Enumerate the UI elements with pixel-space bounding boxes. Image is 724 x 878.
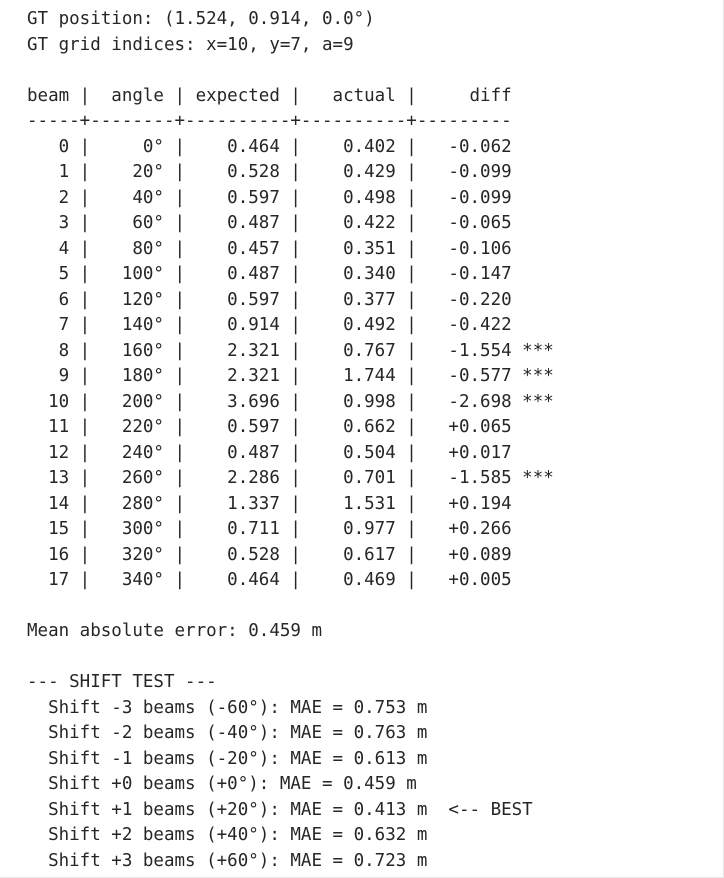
table-row: 5 | 100° | 0.487 | 0.340 | -0.147 [27, 264, 512, 284]
output-line [27, 594, 723, 620]
table-row: 1 | 20° | 0.528 | 0.429 | -0.099 [27, 162, 512, 182]
output-line: GT grid indices: x=10, y=7, a=9 [27, 34, 354, 55]
shift-test-heading: --- SHIFT TEST --- [27, 672, 217, 692]
table-row: 11 | 220° | 0.597 | 0.662 | +0.065 [27, 417, 512, 437]
table-row: 8 | 160° | 2.321 | 0.767 | -1.554 *** [27, 340, 554, 361]
table-row: 16 | 320° | 0.528 | 0.617 | +0.089 [27, 544, 512, 565]
shift-result-line: Shift +1 beams (+20°): MAE = 0.413 m <-- BEST [27, 799, 533, 820]
table-row: 3 | 60° | 0.487 | 0.422 | -0.065 [27, 213, 512, 233]
table-row: 2 | 40° | 0.597 | 0.498 | -0.099 [27, 187, 512, 208]
table-row: 14 | 280° | 1.337 | 1.531 | +0.194 [27, 493, 512, 514]
shift-result-line: Shift -2 beams (-40°): MAE = 0.763 m [27, 723, 428, 743]
shift-result-line: Shift +0 beams (+0°): MAE = 0.459 m [27, 774, 417, 794]
output-line [27, 645, 723, 671]
table-row: 4 | 80° | 0.457 | 0.351 | -0.106 [27, 238, 512, 259]
table-separator: -----+--------+----------+----------+--------- [27, 111, 512, 131]
table-row: 10 | 200° | 3.696 | 0.998 | -2.698 *** [27, 391, 554, 412]
table-row: 12 | 240° | 0.487 | 0.504 | +0.017 [27, 442, 512, 463]
shift-result-line: Shift -3 beams (-60°): MAE = 0.753 m [27, 697, 428, 718]
output-line: GT position: (1.524, 0.914, 0.0°) [27, 9, 375, 29]
table-row: 15 | 300° | 0.711 | 0.977 | +0.266 [27, 519, 512, 539]
table-row: 6 | 120° | 0.597 | 0.377 | -0.220 [27, 289, 512, 310]
table-row: 9 | 180° | 2.321 | 1.744 | -0.577 *** [27, 366, 554, 386]
shift-result-line: Shift -1 beams (-20°): MAE = 0.613 m [27, 748, 428, 769]
table-header: beam | angle | expected | actual | diff [27, 85, 512, 106]
mae-summary: Mean absolute error: 0.459 m [27, 621, 323, 641]
table-row: 17 | 340° | 0.464 | 0.469 | +0.005 [27, 570, 512, 590]
shift-result-line: Shift +2 beams (+40°): MAE = 0.632 m [27, 825, 428, 845]
output-line [27, 58, 723, 84]
table-row: 7 | 140° | 0.914 | 0.492 | -0.422 [27, 315, 512, 335]
table-row: 13 | 260° | 2.286 | 0.701 | -1.585 *** [27, 468, 554, 488]
shift-result-line: Shift +3 beams (+60°): MAE = 0.723 m [27, 850, 428, 871]
table-row: 0 | 0° | 0.464 | 0.402 | -0.062 [27, 136, 512, 157]
